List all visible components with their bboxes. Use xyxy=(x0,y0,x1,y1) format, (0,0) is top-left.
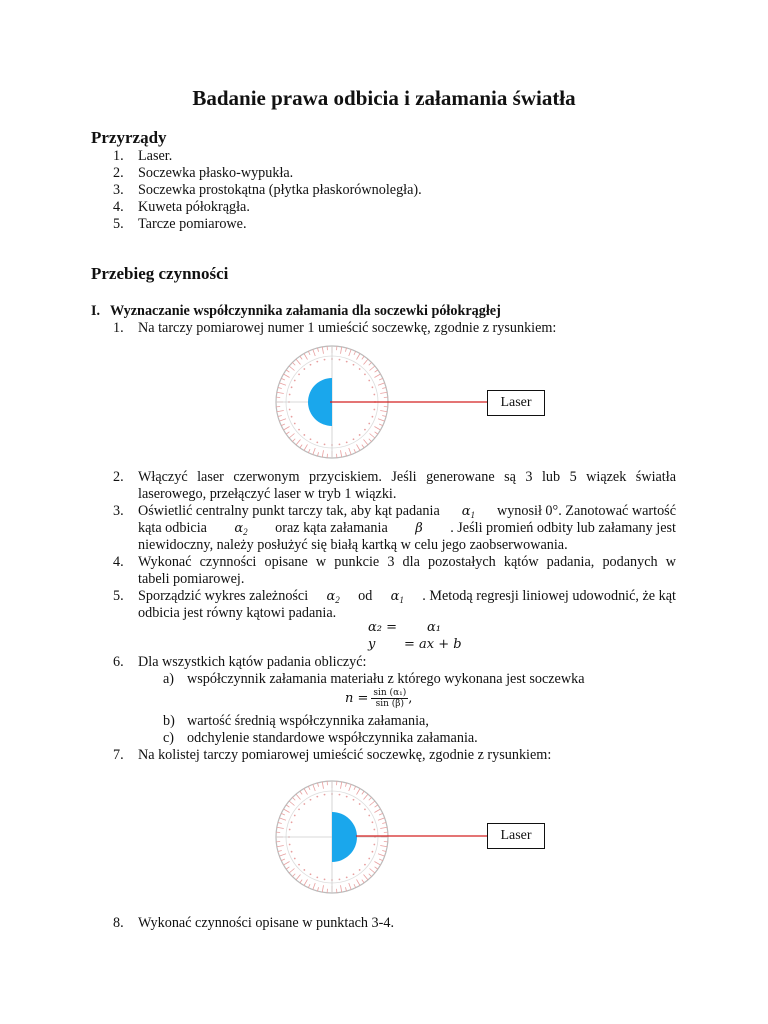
dial-tick xyxy=(382,415,386,416)
sub-item-text: współczynnik załamania materiału z którego wykonana jest soczewka xyxy=(187,671,585,687)
dial-tick xyxy=(345,348,346,352)
dial-mark xyxy=(324,878,326,880)
dial-tick xyxy=(296,359,300,364)
list-item: Kuweta półokrągła. xyxy=(138,199,250,215)
sub-item-label: b) xyxy=(163,713,175,729)
formula-fraction xyxy=(371,688,408,709)
dial-mark xyxy=(359,368,361,370)
instruments-heading: Przyrządy xyxy=(91,128,167,147)
dial-mark xyxy=(289,394,291,396)
dial-tick xyxy=(284,427,290,431)
sub-item-text: wartość średnią współczynnika załamania, xyxy=(187,713,429,729)
dial-tick xyxy=(349,448,351,455)
dial-mark xyxy=(294,423,296,425)
dial-tick xyxy=(363,794,367,799)
equation-2-rhs: = ax + b xyxy=(404,637,462,652)
step-text: Włączyć laser czerwonym przyciskiem. Jeśli generowane są 3 lub 5 wiązek światła xyxy=(138,469,676,485)
dial-mark xyxy=(291,821,293,823)
semicircle-lens xyxy=(332,812,357,862)
dial-tick xyxy=(278,388,282,389)
dial-tick xyxy=(362,791,364,794)
dial-tick xyxy=(292,362,295,365)
dial-tick xyxy=(277,846,284,847)
math-alpha2: $\alpha_2$ xyxy=(234,521,248,537)
dial-mark xyxy=(310,873,312,875)
dial-tick xyxy=(374,374,380,378)
sub-item-text: odchylenie standardowe współczynnika załamania. xyxy=(187,730,478,746)
dial-tick xyxy=(281,424,285,426)
dial-mark xyxy=(298,864,300,866)
dial-tick xyxy=(369,874,372,877)
step-number: 5. xyxy=(113,588,124,604)
dial-tick xyxy=(292,874,295,877)
math-alpha2: $\alpha_2$ xyxy=(326,589,340,605)
dial-tick xyxy=(289,366,294,370)
dial-tick xyxy=(313,349,315,356)
dial-tick xyxy=(313,448,315,455)
step-text: Wykonać czynności opisane w punktach 3-4. xyxy=(138,915,395,931)
equation-1-lhs: α₂ = xyxy=(368,620,398,635)
dial-tick xyxy=(308,786,310,790)
dial-tick xyxy=(349,784,351,791)
dial-tick xyxy=(382,850,386,851)
dial-mark xyxy=(368,380,370,382)
dial-tick xyxy=(296,794,300,799)
dial-tick xyxy=(318,452,319,456)
list-item: Tarcze pomiarowe. xyxy=(138,216,247,232)
dial-tick xyxy=(362,356,364,359)
text-fragment: Sporządzić wykres zależności xyxy=(138,588,309,604)
step-text: odbicia jest równy kątowi padania. xyxy=(138,605,337,621)
list-item: Soczewka prostokątna (płytka płaskorównoległa). xyxy=(138,182,422,198)
dial-mark xyxy=(294,815,296,817)
dial-mark xyxy=(324,443,326,445)
text-fragment: Oświetlić centralny punkt tarczy tak, aby kąt padania xyxy=(138,503,440,519)
dial-tick xyxy=(277,411,284,412)
dial-tick xyxy=(341,885,342,892)
dial-tick xyxy=(363,875,367,880)
dial-mark xyxy=(368,423,370,425)
dial-mark xyxy=(298,373,300,375)
dial-mark xyxy=(310,364,312,366)
math-alpha1: $\alpha_1$ xyxy=(461,504,475,520)
dial-tick xyxy=(375,805,378,807)
sub-item-label: c) xyxy=(163,730,175,746)
dial-tick xyxy=(378,419,385,421)
dial-mark xyxy=(372,416,374,418)
dial-tick xyxy=(369,362,372,365)
text-fragment: . Metodą regresji liniowej udowodnić, że kąt xyxy=(422,588,676,604)
step-text: tabeli pomiarowej. xyxy=(138,571,245,587)
dial-tick xyxy=(378,818,385,820)
step-number: 2. xyxy=(113,469,124,485)
dial-mark xyxy=(346,442,348,444)
dial-mark xyxy=(373,829,375,831)
dial-mark xyxy=(359,869,361,871)
step-number: 6. xyxy=(113,654,124,670)
dial-tick xyxy=(357,789,361,795)
dial-tick xyxy=(357,879,361,885)
dial-tick xyxy=(345,452,346,456)
dial-mark xyxy=(373,844,375,846)
dial-mark xyxy=(303,869,305,871)
dial-tick xyxy=(374,427,380,431)
dial-tick xyxy=(278,850,282,851)
dial-mark xyxy=(298,808,300,810)
dial-mark xyxy=(289,409,291,411)
dial-tick xyxy=(380,846,387,847)
dial-tick xyxy=(296,440,300,445)
dial-tick xyxy=(375,867,378,869)
dial-tick xyxy=(277,827,284,828)
dial-mark xyxy=(303,803,305,805)
dial-tick xyxy=(345,783,346,787)
dial-tick xyxy=(279,419,286,421)
text-fragment: oraz kąta załamania xyxy=(275,520,388,536)
dial-mark xyxy=(364,808,366,810)
section-title: Wyznaczanie współczynnika załamania dla soczewki półokrągłej xyxy=(110,303,501,319)
dial-tick xyxy=(279,854,286,856)
dial-mark xyxy=(339,359,341,361)
dial-tick xyxy=(281,859,285,861)
step-number: 4. xyxy=(113,554,124,570)
dial-mark xyxy=(298,429,300,431)
dial-tick xyxy=(318,783,319,787)
step-text: Wykonać czynności opisane w punkcie 3 dla pozostałych kątów padania, podanych w xyxy=(138,554,676,570)
dial-tick xyxy=(322,450,323,457)
dial-mark xyxy=(364,864,366,866)
dial-tick xyxy=(378,383,385,385)
dial-mark xyxy=(368,815,370,817)
dial-tick xyxy=(304,789,308,795)
dial-tick xyxy=(380,827,387,828)
dial-tick xyxy=(296,875,300,880)
dial-tick xyxy=(370,366,375,370)
dial-tick xyxy=(292,797,295,800)
list-item: Soczewka płasko-wypukła. xyxy=(138,165,294,181)
dial-tick xyxy=(289,868,294,872)
dial-tick xyxy=(375,432,378,434)
dial-mark xyxy=(353,799,355,801)
dial-tick xyxy=(284,862,290,866)
step-text: Na tarczy pomiarowej numer 1 umieścić soczewkę, zgodnie z rysunkiem: xyxy=(138,320,557,336)
dial-mark xyxy=(368,858,370,860)
dial-mark xyxy=(310,799,312,801)
dial-mark xyxy=(316,877,318,879)
dial-mark xyxy=(294,380,296,382)
dial-tick xyxy=(279,818,286,820)
step-text: Dla wszystkich kątów padania obliczyć: xyxy=(138,654,367,670)
dial-tick xyxy=(318,887,319,891)
text-fragment: wynosił 0°. Zanotować wartość xyxy=(496,503,676,519)
dial-tick xyxy=(345,887,346,891)
dial-tick xyxy=(278,823,282,824)
procedure-heading: Przebieg czynności xyxy=(91,264,229,283)
list-item-num: 2. xyxy=(113,165,124,181)
dial-tick xyxy=(354,449,356,453)
dial-tick xyxy=(349,349,351,356)
dial-tick xyxy=(380,392,387,393)
dial-tick xyxy=(308,351,310,355)
dial-mark xyxy=(372,821,374,823)
formula-lhs: n = xyxy=(345,690,369,706)
dial-tick xyxy=(308,884,310,888)
dial-tick xyxy=(286,867,289,869)
dial-mark xyxy=(291,416,293,418)
dial-mark xyxy=(359,803,361,805)
step-number: 3. xyxy=(113,503,124,519)
dial-tick xyxy=(349,883,351,890)
dial-tick xyxy=(304,354,308,360)
dial-tick xyxy=(281,378,285,380)
laser-label-box: Laser xyxy=(487,823,545,849)
dial-mark xyxy=(324,794,326,796)
dial-mark xyxy=(359,434,361,436)
list-item-num: 3. xyxy=(113,182,124,198)
dial-tick xyxy=(284,809,290,813)
dial-mark xyxy=(303,434,305,436)
dial-tick xyxy=(289,433,294,437)
dial-tick xyxy=(370,801,375,805)
dial-tick xyxy=(313,883,315,890)
list-item-num: 5. xyxy=(113,216,124,232)
dial-mark xyxy=(372,851,374,853)
sub-item-label: a) xyxy=(163,671,175,687)
dial-mark xyxy=(316,361,318,363)
dial-tick xyxy=(379,813,383,815)
dial-tick xyxy=(300,791,302,794)
refraction-formula xyxy=(345,685,412,711)
dial-tick xyxy=(284,374,290,378)
formula-numerator: sin (α₁) xyxy=(373,687,407,698)
dial-tick xyxy=(289,801,294,805)
dial-tick xyxy=(378,854,385,856)
dial-tick xyxy=(370,433,375,437)
math-beta: β xyxy=(415,521,423,536)
dial-mark xyxy=(291,851,293,853)
dial-mark xyxy=(353,438,355,440)
dial-mark xyxy=(324,359,326,361)
dial-tick xyxy=(277,392,284,393)
text-fragment: od xyxy=(358,588,373,604)
formula-denominator: sin (β) xyxy=(375,698,405,709)
math-alpha1: $\alpha_1$ xyxy=(390,589,404,605)
dial-tick xyxy=(278,415,282,416)
step-number: 7. xyxy=(113,747,124,763)
dial-mark xyxy=(346,796,348,798)
dial-tick xyxy=(380,411,387,412)
list-item: Laser. xyxy=(138,148,173,164)
step-text: Na kolistej tarczy pomiarowej umieścić soczewkę, zgodnie z rysunkiem: xyxy=(138,747,552,763)
formula-tail: , xyxy=(408,690,413,706)
dial-tick xyxy=(279,383,286,385)
dial-tick xyxy=(354,351,356,355)
laser-beam xyxy=(356,834,490,838)
dial-mark xyxy=(353,364,355,366)
document-title: Badanie prawa odbicia i załamania światła xyxy=(192,86,576,110)
text-fragment: . Jeśli promień odbity lub załamany jest xyxy=(450,520,676,536)
dial-mark xyxy=(316,796,318,798)
dial-tick xyxy=(369,439,372,442)
dial-tick xyxy=(300,445,302,448)
dial-tick xyxy=(313,784,315,791)
equation-2-lhs: y xyxy=(368,637,376,652)
dial-tick xyxy=(362,445,364,448)
semicircle-lens xyxy=(308,378,332,426)
section-number: I. xyxy=(91,303,101,319)
equation-1-rhs: α₁ xyxy=(427,620,441,635)
list-item-num: 4. xyxy=(113,199,124,215)
dial-tick xyxy=(363,359,367,364)
dial-tick xyxy=(374,862,380,866)
dial-tick xyxy=(292,439,295,442)
dial-tick xyxy=(379,859,383,861)
dial-mark xyxy=(372,386,374,388)
laser-label-box: Laser xyxy=(487,390,545,416)
dial-mark xyxy=(339,878,341,880)
dial-tick xyxy=(375,370,378,372)
dial-tick xyxy=(362,880,364,883)
step-text: laserowego, przełączyć laser w tryb 1 wiązki. xyxy=(138,486,397,502)
dial-tick xyxy=(369,797,372,800)
dial-tick xyxy=(341,347,342,354)
dial-tick xyxy=(357,354,361,360)
dial-tick xyxy=(363,440,367,445)
dial-mark xyxy=(373,409,375,411)
text-fragment: kąta odbicia xyxy=(138,520,207,536)
dial-tick xyxy=(308,449,310,453)
dial-mark xyxy=(310,438,312,440)
step-text: niewidoczny, należy posłużyć się białą kartką w celu jego zaobserwowania. xyxy=(138,537,568,553)
dial-tick xyxy=(304,879,308,885)
dial-tick xyxy=(286,432,289,434)
dial-mark xyxy=(303,368,305,370)
dial-tick xyxy=(300,356,302,359)
dial-tick xyxy=(281,813,285,815)
dial-mark xyxy=(289,829,291,831)
dial-tick xyxy=(357,444,361,450)
dial-tick xyxy=(354,884,356,888)
step-number: 1. xyxy=(113,320,124,336)
dial-tick xyxy=(304,444,308,450)
dial-tick xyxy=(382,388,386,389)
dial-tick xyxy=(300,880,302,883)
dial-tick xyxy=(318,348,319,352)
dial-mark xyxy=(353,873,355,875)
dial-mark xyxy=(364,429,366,431)
dial-mark xyxy=(339,794,341,796)
dial-mark xyxy=(294,858,296,860)
dial-tick xyxy=(370,868,375,872)
dial-tick xyxy=(322,885,323,892)
dial-tick xyxy=(382,823,386,824)
dial-tick xyxy=(286,370,289,372)
dial-mark xyxy=(346,877,348,879)
dial-mark xyxy=(289,844,291,846)
dial-tick xyxy=(354,786,356,790)
dial-mark xyxy=(291,386,293,388)
dial-tick xyxy=(341,782,342,789)
dial-tick xyxy=(322,347,323,354)
dial-mark xyxy=(316,442,318,444)
dial-mark xyxy=(373,394,375,396)
dial-tick xyxy=(379,424,383,426)
step-number: 8. xyxy=(113,915,124,931)
dial-tick xyxy=(286,805,289,807)
dial-mark xyxy=(364,373,366,375)
dial-tick xyxy=(374,809,380,813)
dial-tick xyxy=(322,782,323,789)
dial-tick xyxy=(341,450,342,457)
list-item-num: 1. xyxy=(113,148,124,164)
dial-mark xyxy=(346,361,348,363)
laser-beam xyxy=(330,400,490,404)
dial-tick xyxy=(379,378,383,380)
dial-mark xyxy=(339,443,341,445)
